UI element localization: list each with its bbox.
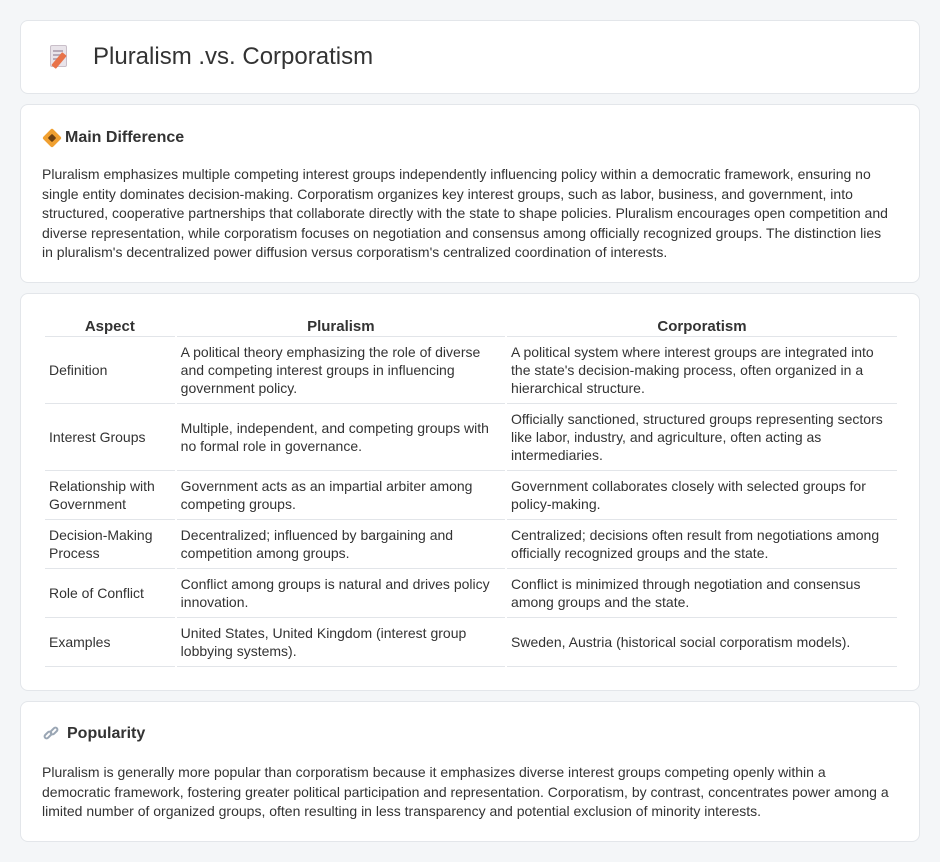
comparison-card (20, 293, 920, 691)
row-aspect: Relationship with Government (45, 471, 175, 520)
row-corporatism: Centralized; decisions often result from negotiations among officially recognized groups and the state. (507, 520, 897, 569)
row-aspect: Interest Groups (45, 404, 175, 471)
row-corporatism: Officially sanctioned, structured groups representing sectors like labor, industry, and agriculture, often acting as intermediaries. (507, 404, 897, 471)
page-header (47, 43, 373, 71)
diamond-icon (42, 128, 62, 148)
main-difference-card (20, 104, 920, 283)
header-card (20, 20, 920, 94)
row-aspect: Decision-Making Process (45, 520, 175, 569)
row-pluralism: Conflict among groups is natural and drives policy innovation. (177, 569, 505, 618)
table-row (45, 520, 897, 569)
link-icon (43, 725, 61, 743)
document-pencil-icon (47, 43, 73, 71)
table-row (45, 569, 897, 618)
table-row (45, 337, 897, 404)
row-pluralism: United States, United Kingdom (interest group lobbying systems). (177, 618, 505, 667)
header-aspect: Aspect (45, 316, 175, 337)
row-corporatism: Sweden, Austria (historical social corporatism models). (507, 618, 897, 667)
row-corporatism: Government collaborates closely with selected groups for policy-making. (507, 471, 897, 520)
row-aspect: Role of Conflict (45, 569, 175, 618)
table-header-row (45, 316, 897, 337)
row-pluralism: Government acts as an impartial arbiter among competing groups. (177, 471, 505, 520)
row-pluralism: A political theory emphasizing the role of diverse and competing interest groups in influencing government policy. (177, 337, 505, 404)
header-pluralism: Pluralism (177, 316, 505, 337)
table-row (45, 471, 897, 520)
row-pluralism: Multiple, independent, and competing groups with no formal role in governance. (177, 404, 505, 471)
main-difference-title: Main Difference (65, 129, 185, 146)
main-difference-text: Pluralism emphasizes multiple competing interest groups independently influencing policy within a democratic framework, ensuring no single entity dominates decision-making. Corporatism organizes key interest groups, such as labor, business, and government, into structured, cooperative partnerships that collaborate directly with the state to shape policies. Pluralism encourages open competition and diverse representation, while corporatism focuses on negotiation and consensus among officially recognized groups. The distinction lies in pluralism's decentralized power diffusion versus corporatism's centralized coordination of interests. (42, 166, 888, 260)
row-corporatism: A political system where interest groups are integrated into the state's decision-making process, often organized in a hierarchical structure. (507, 337, 897, 404)
table-row (45, 404, 897, 471)
comparison-table (43, 316, 899, 667)
row-aspect: Definition (45, 337, 175, 404)
main-difference-header (43, 129, 184, 147)
row-pluralism: Decentralized; influenced by bargaining and competition among groups. (177, 520, 505, 569)
row-corporatism: Conflict is minimized through negotiation and consensus among groups and the state. (507, 569, 897, 618)
row-aspect: Examples (45, 618, 175, 667)
table-row (45, 618, 897, 667)
popularity-text: Pluralism is generally more popular than corporatism because it emphasizes diverse interest groups competing openly within a democratic framework, fostering greater political participation and representation. Corporatism, by contrast, concentrates power among a limited number of organized groups, often resulting in less transparency and potential exclusion of minority interests. (42, 764, 889, 819)
popularity-header (43, 725, 145, 743)
popularity-title: Popularity (67, 725, 146, 742)
page-title: Pluralism .vs. Corporatism (93, 43, 374, 70)
popularity-card (20, 701, 920, 842)
header-corporatism: Corporatism (507, 316, 897, 337)
